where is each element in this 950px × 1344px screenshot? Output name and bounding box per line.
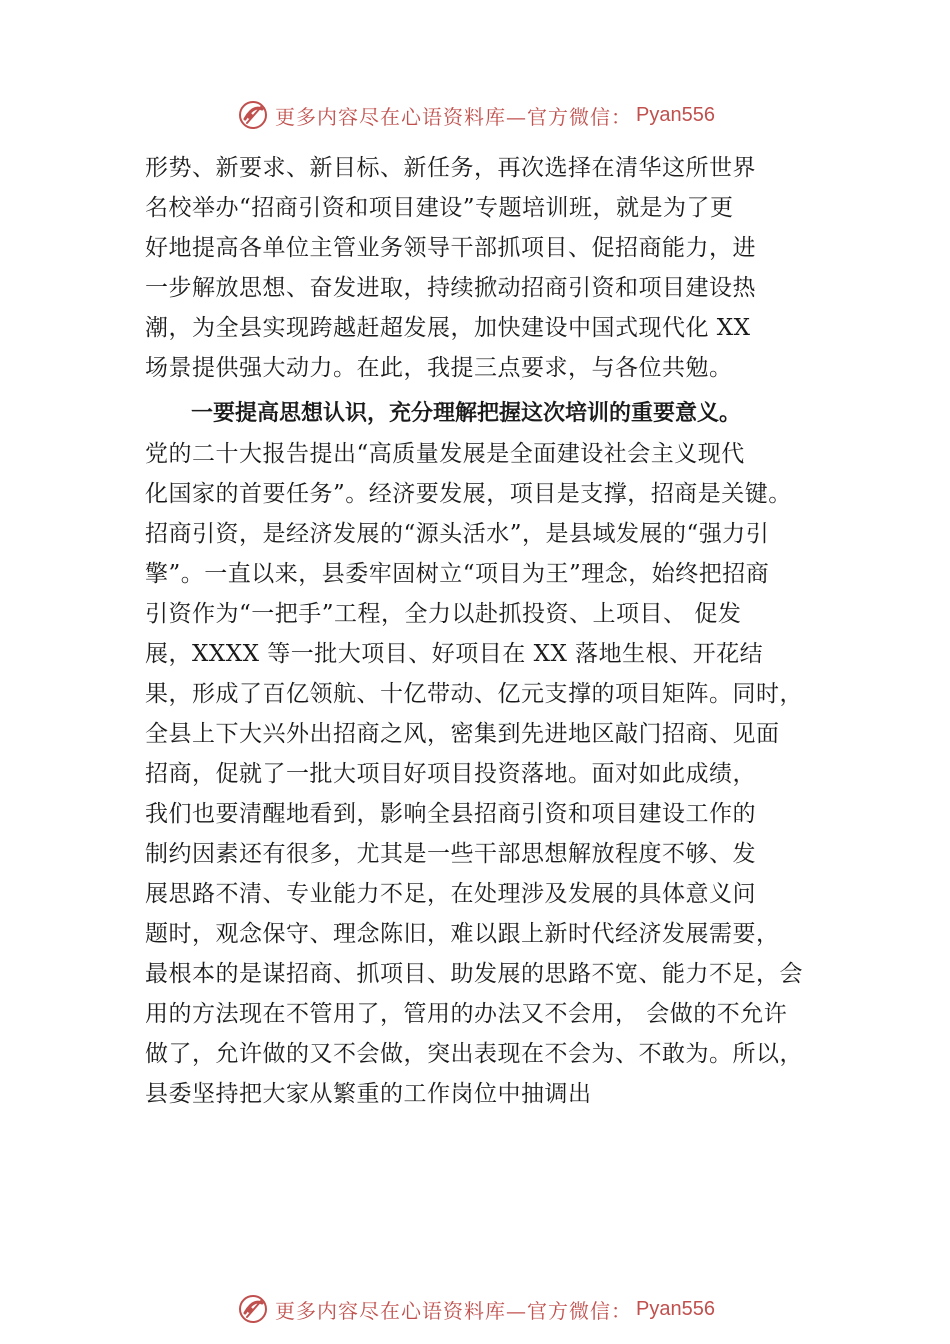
text-line: 形势、新要求、新目标、新任务，再次选择在清华这所世界 [145,155,756,181]
text-line: 做了，允许做的又不会做，突出表现在不会为、不敢为。所以， [145,1041,803,1067]
text-line: 名校举办“招商引资和项目建设”专题培训班，就是为了更 [145,195,734,221]
header-watermark [0,93,950,137]
text-line: 展思路不清、专业能力不足，在处理涉及发展的具体意义问 [145,881,756,907]
text-line: 果，形成了百亿领航、十亿带动、亿元支撑的项目矩阵。同时， [145,681,803,707]
paragraph-1 [145,148,825,388]
logo-icon [235,97,271,133]
text-line: 场景提供强大动力。在此，我提三点要求，与各位共勉。 [145,355,733,381]
text-line: 好地提高各单位主管业务领导干部抓项目、促招商能力，进 [145,235,756,261]
text-line: 题时，观念保守、理念陈旧，难以跟上新时代经济发展需要， [145,921,780,947]
section-heading: 一要提高思想认识，充分理解把握这次培训的重要意义。 [191,401,742,426]
text-line: 招商引资，是经济发展的“源头活水”，是县域发展的“强力引 [145,521,770,547]
watermark-id: Pyan556 [636,103,715,126]
text-line: 县委坚持把大家从繁重的工作岗位中抽调出 [145,1081,592,1107]
text-line: 最根本的是谋招商、抓项目、助发展的思路不宽、能力不足，会 [145,961,803,987]
text-line: 化国家的首要任务”。经济要发展，项目是支撑，招商是关键。 [145,481,792,507]
footer-watermark [0,1287,950,1331]
watermark-text: 更多内容尽在心语资料库—官方微信： [275,104,633,129]
text-line: 擎”。一直以来，县委牢固树立“项目为王”理念，始终把招商 [145,561,770,587]
text-line: 一步解放思想、奋发进取，持续掀动招商引资和项目建设热 [145,275,756,301]
text-line: 我们也要清醒地看到，影响全县招商引资和项目建设工作的 [145,801,756,827]
text-line: 制约因素还有很多，尤其是一些干部思想解放程度不够、发 [145,841,756,867]
text-line: 全县上下大兴外出招商之风，密集到先进地区敲门招商、见面 [145,721,780,747]
text-line: 引资作为“一把手”工程，全力以赴抓投资、上项目、 促发 [145,601,742,627]
text-line: 潮，为全县实现跨越赶超发展，加快建设中国式现代化 XX [145,315,751,341]
text-line: 用的方法现在不管用了，管用的办法又不会用， 会做的不允许 [145,1001,788,1027]
logo-icon [235,1291,271,1327]
text-line: 招商，促就了一批大项目好项目投资落地。面对如此成绩， [145,761,756,787]
watermark-text: 更多内容尽在心语资料库—官方微信： [275,1298,633,1323]
text-line: 党的二十大报告提出“高质量发展是全面建设社会主义现代 [145,441,745,467]
text-line: 展，XXXX 等一批大项目、好项目在 XX 落地生根、开花结 [145,641,764,667]
paragraph-2 [145,434,825,1114]
document-body [145,148,825,1114]
watermark-id: Pyan556 [636,1297,715,1320]
